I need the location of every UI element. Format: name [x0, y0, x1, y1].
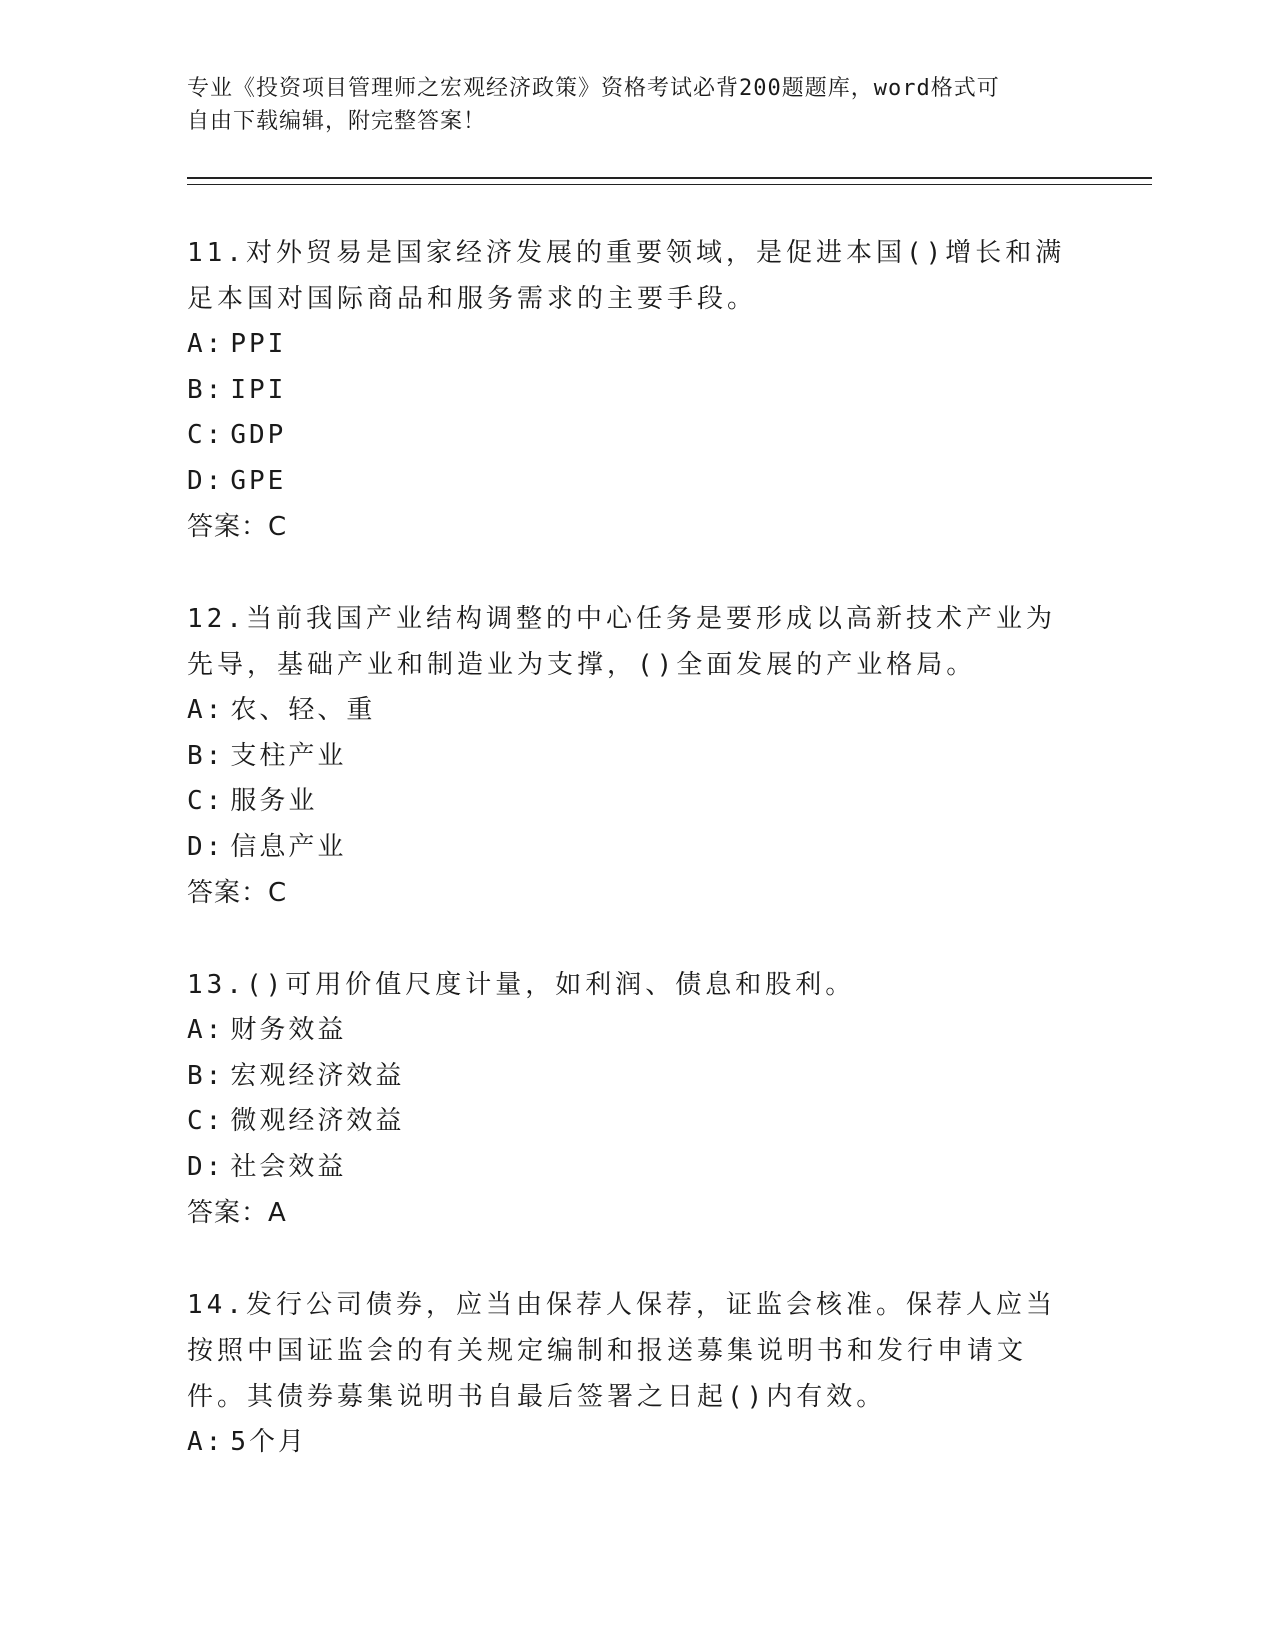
answer: 答案：A [187, 1198, 287, 1228]
header-intro-line-1: 专业《投资项目管理师之宏观经济政策》资格考试必背200题题库，word格式可 [187, 76, 1000, 101]
option-b [187, 1054, 1077, 1100]
header-divider [187, 177, 1152, 185]
option-text: 微观经济效益 [230, 1106, 405, 1136]
question-list [187, 230, 1077, 1512]
answer: 答案：C [187, 512, 288, 542]
option-text: GPE [230, 465, 287, 496]
option-a [187, 1420, 1077, 1466]
option-text: IPI [230, 374, 287, 405]
option-key: A: [187, 1015, 225, 1045]
option-a [187, 688, 1077, 734]
option-key: C: [187, 786, 225, 816]
option-key: B: [187, 374, 225, 405]
option-text: 支柱产业 [230, 740, 347, 771]
option-key: B: [187, 1060, 225, 1091]
question-13 [187, 962, 1077, 1236]
option-key: A: [187, 329, 225, 359]
option-text: 信息产业 [230, 831, 347, 862]
option-key: C: [187, 1106, 225, 1136]
header-intro-line-2: 自由下载编辑，附完整答案！ [187, 109, 487, 134]
option-c [187, 413, 1077, 459]
option-b [187, 734, 1077, 780]
option-a [187, 1008, 1077, 1054]
answer: 答案：C [187, 878, 288, 908]
question-11 [187, 230, 1077, 550]
option-text: 服务业 [230, 786, 318, 816]
option-text: 农、轻、重 [230, 695, 376, 725]
option-text: PPI [230, 329, 287, 359]
question-14 [187, 1282, 1077, 1466]
option-text: 5个月 [230, 1427, 307, 1457]
option-a [187, 322, 1077, 368]
question-stem: 12.当前我国产业结构调整的中心任务是要形成以高新技术产业为先导，基础产业和制造业为支撑，()全面发展的产业格局。 [187, 604, 1056, 680]
option-text: 社会效益 [230, 1151, 347, 1182]
option-c [187, 779, 1077, 825]
option-key: A: [187, 1427, 225, 1457]
option-d [187, 1145, 1077, 1191]
document-header [187, 72, 1067, 138]
option-text: GDP [230, 420, 287, 450]
option-b [187, 368, 1077, 414]
question-12 [187, 596, 1077, 916]
option-d [187, 825, 1077, 871]
option-key: A: [187, 695, 225, 725]
question-stem: 13.()可用价值尺度计量，如利润、债息和股利。 [187, 970, 856, 1000]
option-key: B: [187, 740, 225, 771]
option-d [187, 459, 1077, 505]
option-key: C: [187, 420, 225, 450]
question-stem: 14.发行公司债券，应当由保荐人保荐，证监会核准。保荐人应当按照中国证监会的有关规定编制和报送募集说明书和发行申请文件。其债券募集说明书自最后签署之日起()内有效。 [187, 1290, 1056, 1412]
question-stem: 11.对外贸易是国家经济发展的重要领域，是促进本国()增长和满足本国对国际商品和服务需求的主要手段。 [187, 238, 1066, 314]
option-key: D: [187, 1151, 225, 1182]
option-key: D: [187, 831, 225, 862]
option-text: 财务效益 [230, 1015, 347, 1045]
option-text: 宏观经济效益 [230, 1060, 405, 1091]
option-key: D: [187, 465, 225, 496]
option-c [187, 1099, 1077, 1145]
